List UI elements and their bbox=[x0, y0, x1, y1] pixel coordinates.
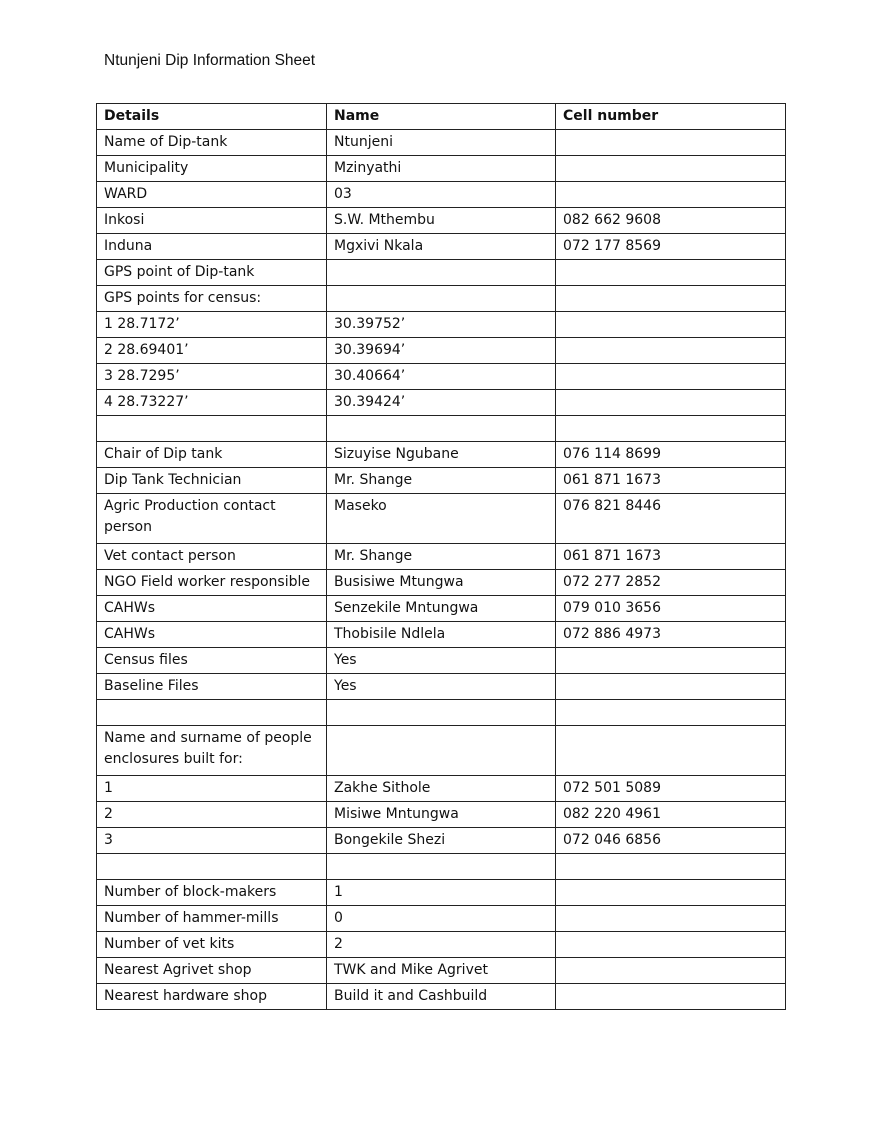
cell-details: 1 28.7172’ bbox=[97, 312, 327, 338]
cell-details: NGO Field worker responsible bbox=[97, 570, 327, 596]
cell-number bbox=[556, 854, 786, 880]
table-row bbox=[97, 156, 786, 182]
header-cell-number: Cell number bbox=[556, 104, 786, 130]
cell-name: 0 bbox=[327, 906, 556, 932]
cell-number bbox=[556, 674, 786, 700]
cell-number bbox=[556, 286, 786, 312]
table-row bbox=[97, 596, 786, 622]
cell-name: Thobisile Ndlela bbox=[327, 622, 556, 648]
cell-name bbox=[327, 260, 556, 286]
cell-number: 061 871 1673 bbox=[556, 544, 786, 570]
cell-details: Induna bbox=[97, 234, 327, 260]
cell-name: 30.39752’ bbox=[327, 312, 556, 338]
table-row bbox=[97, 182, 786, 208]
cell-details: GPS points for census: bbox=[97, 286, 327, 312]
cell-number bbox=[556, 932, 786, 958]
cell-details: 1 bbox=[97, 776, 327, 802]
cell-name: Yes bbox=[327, 674, 556, 700]
cell-details: Dip Tank Technician bbox=[97, 468, 327, 494]
cell-number: 079 010 3656 bbox=[556, 596, 786, 622]
cell-details: Agric Production contact person bbox=[97, 494, 327, 544]
cell-number bbox=[556, 156, 786, 182]
cell-name: Senzekile Mntungwa bbox=[327, 596, 556, 622]
table-row bbox=[97, 906, 786, 932]
table-row bbox=[97, 854, 786, 880]
table-row bbox=[97, 648, 786, 674]
cell-details: 4 28.73227’ bbox=[97, 390, 327, 416]
cell-details: Census files bbox=[97, 648, 327, 674]
cell-details: CAHWs bbox=[97, 622, 327, 648]
cell-name: S.W. Mthembu bbox=[327, 208, 556, 234]
cell-details: WARD bbox=[97, 182, 327, 208]
cell-number bbox=[556, 130, 786, 156]
table-row bbox=[97, 958, 786, 984]
table-header-row bbox=[97, 104, 786, 130]
cell-number bbox=[556, 648, 786, 674]
cell-name: Mzinyathi bbox=[327, 156, 556, 182]
cell-number: 076 114 8699 bbox=[556, 442, 786, 468]
cell-name: Build it and Cashbuild bbox=[327, 984, 556, 1010]
cell-number bbox=[556, 984, 786, 1010]
cell-details: Inkosi bbox=[97, 208, 327, 234]
cell-name: Bongekile Shezi bbox=[327, 828, 556, 854]
table-row bbox=[97, 234, 786, 260]
cell-details: Nearest hardware shop bbox=[97, 984, 327, 1010]
cell-details: Baseline Files bbox=[97, 674, 327, 700]
cell-name: Zakhe Sithole bbox=[327, 776, 556, 802]
table-row bbox=[97, 570, 786, 596]
cell-name: 03 bbox=[327, 182, 556, 208]
cell-name bbox=[327, 854, 556, 880]
cell-details: Number of block-makers bbox=[97, 880, 327, 906]
table-row bbox=[97, 286, 786, 312]
cell-number bbox=[556, 416, 786, 442]
table-row bbox=[97, 416, 786, 442]
cell-details: Name and surname of people enclosures built for: bbox=[97, 726, 327, 776]
cell-number: 076 821 8446 bbox=[556, 494, 786, 544]
table-row bbox=[97, 622, 786, 648]
cell-name: Busisiwe Mtungwa bbox=[327, 570, 556, 596]
table-row bbox=[97, 802, 786, 828]
cell-number bbox=[556, 390, 786, 416]
table-row bbox=[97, 494, 786, 544]
cell-name: 30.40664’ bbox=[327, 364, 556, 390]
table-row bbox=[97, 544, 786, 570]
cell-details: Number of vet kits bbox=[97, 932, 327, 958]
table-row bbox=[97, 880, 786, 906]
cell-number bbox=[556, 338, 786, 364]
table-row bbox=[97, 390, 786, 416]
cell-details: 2 28.69401’ bbox=[97, 338, 327, 364]
page-title: Ntunjeni Dip Information Sheet bbox=[104, 52, 316, 69]
cell-name: Yes bbox=[327, 648, 556, 674]
table-row bbox=[97, 442, 786, 468]
header-details: Details bbox=[97, 104, 327, 130]
cell-name: 1 bbox=[327, 880, 556, 906]
table-row bbox=[97, 932, 786, 958]
table-row bbox=[97, 726, 786, 776]
cell-name bbox=[327, 726, 556, 776]
cell-number bbox=[556, 700, 786, 726]
cell-details: Name of Dip-tank bbox=[97, 130, 327, 156]
cell-number: 082 220 4961 bbox=[556, 802, 786, 828]
cell-details: Nearest Agrivet shop bbox=[97, 958, 327, 984]
cell-details bbox=[97, 854, 327, 880]
cell-details: 3 28.7295’ bbox=[97, 364, 327, 390]
table-row bbox=[97, 260, 786, 286]
cell-details: 2 bbox=[97, 802, 327, 828]
table-row bbox=[97, 312, 786, 338]
table-row bbox=[97, 674, 786, 700]
cell-number bbox=[556, 260, 786, 286]
cell-number: 072 886 4973 bbox=[556, 622, 786, 648]
cell-details bbox=[97, 416, 327, 442]
table-row bbox=[97, 700, 786, 726]
cell-name: Maseko bbox=[327, 494, 556, 544]
cell-details: Number of hammer-mills bbox=[97, 906, 327, 932]
cell-number: 072 501 5089 bbox=[556, 776, 786, 802]
cell-number: 072 277 2852 bbox=[556, 570, 786, 596]
cell-number bbox=[556, 182, 786, 208]
cell-name: Mr. Shange bbox=[327, 468, 556, 494]
table-row bbox=[97, 338, 786, 364]
cell-number: 072 046 6856 bbox=[556, 828, 786, 854]
info-table-body bbox=[97, 104, 786, 1010]
cell-number bbox=[556, 726, 786, 776]
cell-details: Municipality bbox=[97, 156, 327, 182]
table-row bbox=[97, 364, 786, 390]
cell-name: TWK and Mike Agrivet bbox=[327, 958, 556, 984]
cell-name: Sizuyise Ngubane bbox=[327, 442, 556, 468]
cell-details: 3 bbox=[97, 828, 327, 854]
cell-number: 061 871 1673 bbox=[556, 468, 786, 494]
cell-details: CAHWs bbox=[97, 596, 327, 622]
cell-number bbox=[556, 906, 786, 932]
cell-name: Ntunjeni bbox=[327, 130, 556, 156]
cell-details: Chair of Dip tank bbox=[97, 442, 327, 468]
cell-name bbox=[327, 286, 556, 312]
cell-name: 30.39694’ bbox=[327, 338, 556, 364]
table-row bbox=[97, 130, 786, 156]
table-row bbox=[97, 984, 786, 1010]
cell-name bbox=[327, 700, 556, 726]
cell-number bbox=[556, 880, 786, 906]
cell-number: 072 177 8569 bbox=[556, 234, 786, 260]
table-row bbox=[97, 828, 786, 854]
cell-number bbox=[556, 364, 786, 390]
cell-details bbox=[97, 700, 327, 726]
table-row bbox=[97, 208, 786, 234]
cell-number: 082 662 9608 bbox=[556, 208, 786, 234]
cell-name: 30.39424’ bbox=[327, 390, 556, 416]
cell-number bbox=[556, 958, 786, 984]
cell-number bbox=[556, 312, 786, 338]
table-row bbox=[97, 468, 786, 494]
cell-details: GPS point of Dip-tank bbox=[97, 260, 327, 286]
cell-name: Mr. Shange bbox=[327, 544, 556, 570]
cell-details: Vet contact person bbox=[97, 544, 327, 570]
header-name: Name bbox=[327, 104, 556, 130]
info-table bbox=[96, 103, 786, 1010]
table-row bbox=[97, 776, 786, 802]
cell-name: 2 bbox=[327, 932, 556, 958]
cell-name: Mgxivi Nkala bbox=[327, 234, 556, 260]
cell-name bbox=[327, 416, 556, 442]
cell-name: Misiwe Mntungwa bbox=[327, 802, 556, 828]
